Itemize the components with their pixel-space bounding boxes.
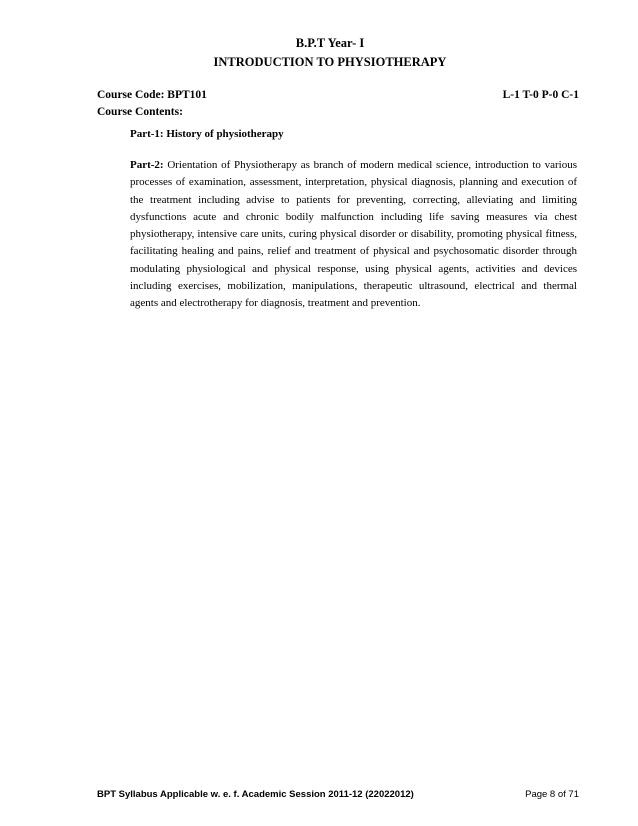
part-2-paragraph [130, 157, 577, 313]
document-title: INTRODUCTION TO PHYSIOTHERAPY [213, 55, 447, 69]
course-code-row [97, 88, 579, 103]
page-footer [97, 788, 579, 801]
footer-syllabus-note: BPT Syllabus Applicable w. e. f. Academic Session 2011-12 (22022012) [97, 789, 414, 800]
course-contents-label: Course Contents: [97, 106, 183, 118]
document-year-heading: B.P.T Year- I [295, 36, 365, 50]
part-2-label: Part-2: [130, 159, 164, 171]
course-credits: L-1 T-0 P-0 C-1 [502, 89, 579, 101]
part-2-text: Orientation of Physiotherapy as branch of modern medical science, introduction to various processes of examination, assessment, interpretation, physical diagnosis, planning and execution of the treatment including advise to patients for preventing, correcting, alleviating and limiting dysfunctions acute and chronic bodily malfunction including life saving measures via chest physiotherapy, intensive care units, curing physical disorder or disability, promoting physical fitness, facilitating healing and pains, relief and treatment of physical and psychosomatic disorder through modulating physiological and physical response, using physical agents, activities and devices including exercises, mobilization, manipulations, therapeutic ultrasound, electrical and thermal agents and electrotherapy for diagnosis, treatment and prevention. [130, 159, 577, 310]
part-1-heading: Part-1: History of physiotherapy [130, 128, 284, 140]
course-code: Course Code: BPT101 [97, 89, 207, 101]
page-number: Page 8 of 71 [525, 789, 579, 800]
